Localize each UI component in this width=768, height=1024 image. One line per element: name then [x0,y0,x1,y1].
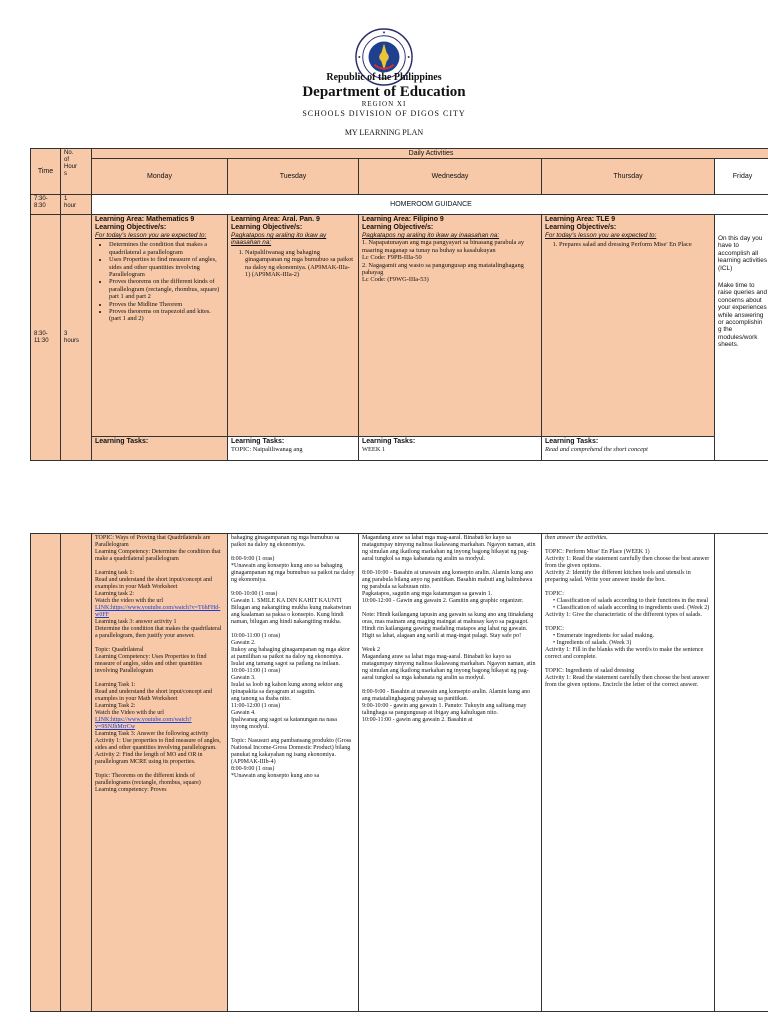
thursday-tasks-cell: Learning Tasks: Read and comprehend the short concept [542,437,715,461]
day-header-monday: Monday [92,159,228,195]
daily-activities-header: Daily Activities [92,149,768,159]
session-time: 8:30- 11:30 [31,215,61,461]
hours-cell-continued [61,534,92,1012]
objective-item: • Proves theorems on the different kinds of parallelogram (rectangle, rhombus, square) part 1 and part 2 [109,278,224,300]
wednesday-tasks-cell: Learning Tasks: WEEK 1 [359,437,542,461]
tuesday-tasks-continued: bahaging ginagampanan ng mga bumubuo sa paikot na daloy ng ekonomiya. 8:00-9:00 (1 oras) *Unawain ang konsepto kung ano sa bahaging ginagampanan ng mga bumubuo sa paikot na daloy ng ekonomiya. 9:00-10:00 (1 oras) Gawain 1. SMILE KA DIN KAHIT KAUNTI Bilugan ang nakangiting mukha kung makatwiran ang kaalaman sa paksa o konsepto. Kung hindi naman, bilugan ang hindi nakangiting mukha. 10:00-11:00 (1 oras) Gawain 2. Itukoy ang bahaging ginagampanan ng mga aktor at pamilihan sa paikot na daloy ng ekonomiya. Isulat ang tamang sagot sa patlang na inilaan. 10:00-11:00 (1 oras) Gawain 3. Isulat sa loob ng kahon kung anong sektor ang ipinapakita sa dayagram at sagutin. ang tanong sa ibaba nito. 11:00-12:00 (1 oras) Gawain 4. Ipaliwanag ang sagot sa katanungan na nasa inyong modyul. Topic: Nasusuri ang pambansang produkto (Gross National Income-Gross Domestic Product) bilang panukat ng kakayahan ng isang ekonomiya. (AP9MAK-IIIb-4) 8:00-9:00 (1 oras) *Unawain ang konsepto kung ano sa [228,534,359,1012]
time-header: Time [31,149,61,195]
wednesday-tasks-continued: Magandang araw sa lahat mga mag-aaral. Binabati ko kayo sa matagumpay ninyong nalinsa ikalawang markahan. Ngayon naman, atin ng simulan ang ikatlong markahan ng inyong bagong hikayat ng pag-aaral tungkol sa mga kabanata ng aralin sa modyul. 8:00-10:00 - Basahin at unawain ang konsepto aralin. Alamin kung ano ang parabula bilang anyo ng panitikan. Basahin mabuti ang halimbawa ng parabula sa kabuuan nito. Pagkatapos, sagutin ang mga katanungan sa gawain 1. 10:00-12:00 - Gawin ang gawain 2. Gamitin ang graphic organizer. Note: Hindi kailangang tapusin ang gawain sa kung ano ang itinakdang oras, mas mainam ang maging maingat at mahusay kayo sa pagsagot. Hindi rin kailangang gawing madaling matapos ang lahat ng gawain. Higit sa lahat, alagaan ang sarili at mag-ingat palagi. Stay safe po! Week 2 Magandang araw sa lahat mga mag-aaral. Binabati ko kayo sa matagumpay ninyong nalinsa ikalawang markahan. Ngayon naman, atin ng simulan ang ikatlong markahan ng inyong bagong hikayat ng pag-aaral tungkol sa mga kabanata ng aralin sa modyul. 8:00-9:00 - Basahin at unawain ang konsepto aralin. Alamin kung ano ang matatalinghagang pahayag sa panitikan. 9:00-10:00 - gawin ang gawain 1. Panuto: Tukuyin ang salitang may talinghaga sa pangungusap at ibigay ang kahulugan nito. 10:00-11:00 - gawin ang gawain 2. Basahin at [359,534,542,1012]
day-header-thursday: Thursday [542,159,715,195]
region-heading: REGION XI [361,100,407,108]
day-header-tuesday: Tuesday [228,159,359,195]
wednesday-objectives-cell: Learning Area: Filipino 9 Learning Objective/s: Pagkatapos ng araling ito ikaw ay inaasahan na: 1. Napapatunayan ang mga pangyayari sa binasang parabula ay maaring maganap sa tunay na buhay sa kasalukuyan Lc Code: F9PB-IIIa-50 2. Nagagamit ang wasto sa pangungusap ang matatalinghagang pahayag Lc Code: (F9WG-IIIa-53) [359,215,542,437]
day-header-wednesday: Wednesday [359,159,542,195]
objective-item: • Proves the Midline Theorem [109,301,224,308]
homeroom-guidance-row: HOMEROOM GUIDANCE [92,195,768,215]
tuesday-tasks-cell: Learning Tasks: TOPIC: Naipaliliwanag ang [228,437,359,461]
learning-plan-table [30,148,768,461]
objective-item: • Determines the condition that makes a quadrilateral a parallelogram [109,241,224,256]
tuesday-objectives-cell: Learning Area: Aral. Pan. 9 Learning Objective/s: Pagkatapos ng araling ito ikaw ay inaasahan na: 1. Naipaliliwanag ang bahaging ginagampanan ng mga bumubuo sa paikot na daloy ng ekonomiya. (AP9MAK-IIIa-1) (AP9MAK-IIIa-2) [228,215,359,437]
hours-header: No. of Hour s [61,149,92,195]
plan-page-1 [0,0,768,470]
video-link[interactable]: LINK:https://www.youtube.com/watch?v=T6hFHd-w0FF [95,605,221,618]
objective-item: 1. Naipaliliwanag ang bahaging ginagampanan ng mga bumubuo sa paikot na daloy ng ekonomiya. (AP9MAK-IIIa-1) (AP9MAK-IIIa-2) [245,249,355,279]
time-cell-continued [31,534,61,1012]
republic-heading: Republic of the Philippines [326,72,442,83]
homeroom-hours: 1 hour [61,195,92,215]
friday-cell-continued [715,534,768,1012]
day-header-friday: Friday [715,159,768,195]
learning-plan-table-continued [30,533,768,1012]
homeroom-time: 7:30- 8:30 [31,195,61,215]
division-heading: SCHOOLS DIVISION OF DIGOS CITY [302,109,466,118]
plan-title: MY LEARNING PLAN [344,128,424,137]
monday-tasks-continued: TOPIC: Ways of Proving that Quadrilaterals are Parallelogram Learning Competency: Determine the condition that make a quadrilateral parallelogram Learning task 1: Read and understand the short input/concept and examples in your Math Worksheet Learning task 2: Watch the video with the url LINK:https://www.youtube.com/watch?v=T6hFHd-w0FF Learning task 3: answer activity 1 Determine the condition that makes the quadrilateral a parallelogram, then justify your answer. Topic: Quadrilateral Learning Competency: Uses Properties to find measure of angles, sides and other quantities involving Parallelogram Learning Task 1: Read and understand the short input/concept and examples in your Math Worksheet Learning Task 2: Watch the Video with the url LINK:https://www.youtube.com/watch?v=9SNJhMrrCw Learning Task 3: Answer the following activity Activity 1: Use properties to find measure of angles, sides and other quantities involving parallelogram. Activity 2: Find the length of MO and OR in parallelogram MCRE using its properties. Topic: Theorems on the different kinds of parallelograms (rectangle, rhombus, square) Learning competency: Proves [92,534,228,1012]
thursday-tasks-continued: then answer the activities. TOPIC: Perform Mise' En Place (WEEK 1) Activity 1: Read the statement carefully then choose the best answer from the given options. Activity 2: Identify the different kitchen tools and utensils in preparing salad. Write your answer inside the box. TOPIC: • Classification of salads according to their functions in the meal • Classification of salads according to ingredients used. (Week 2) Activity 1: Give the characteristic of the different types of salads. TOPIC: • Enumerate ingredients for salad making. • Ingredients of salads. (Week 3) Activity 1: Fill in the blanks with the word/s to make the sentence correct and complete. TOPIC: Ingredients of salad dressing Activity 1: Read the statement carefully then choose the best answer from the given options. Encircle the letter of the correct answer. [542,534,715,1012]
session-hours: 3 hours [61,215,92,461]
objective-item: 1. Prepares salad and dressing Perform Mise' En Place [559,241,711,248]
thursday-objectives-cell: Learning Area: TLE 9 Learning Objective/s: For today's lesson you are expected to: 1. Prepares salad and dressing Perform Mise' En Place [542,215,715,437]
friday-cell: On this day you have to accomplish all learning activities (ICL) Make time to raise queries and concerns about your experiences while answering or accomplishin g the modules/work sheets. [715,215,768,461]
department-heading: Department of Education [302,84,466,100]
objective-item: • Proves theorems on trapezoid and kites. (part 1 and 2) [109,308,224,323]
video-link[interactable]: LINK:https://www.youtube.com/watch?v=9SNJhMrrCw [95,717,192,730]
objective-item: • Uses Properties to find measure of angles, sides and other quantities involving Parallelogram [109,256,224,278]
monday-objectives-cell: Learning Area: Mathematics 9 Learning Objective/s: For today's lesson you are expected to: • Determines the condition that makes a quadrilateral a parallelogram • Uses Properties to find measure of angles, sides and other quantities involving Parallelogram • Proves theorems on the different kinds of parallelogram (rectangle, rhombus, square) part 1 and part 2 • Proves the Midline Theorem • Proves theorems on trapezoid and kites. (part 1 and 2) [92,215,228,437]
monday-tasks-cell: Learning Tasks: [92,437,228,461]
page-gap [0,470,768,478]
